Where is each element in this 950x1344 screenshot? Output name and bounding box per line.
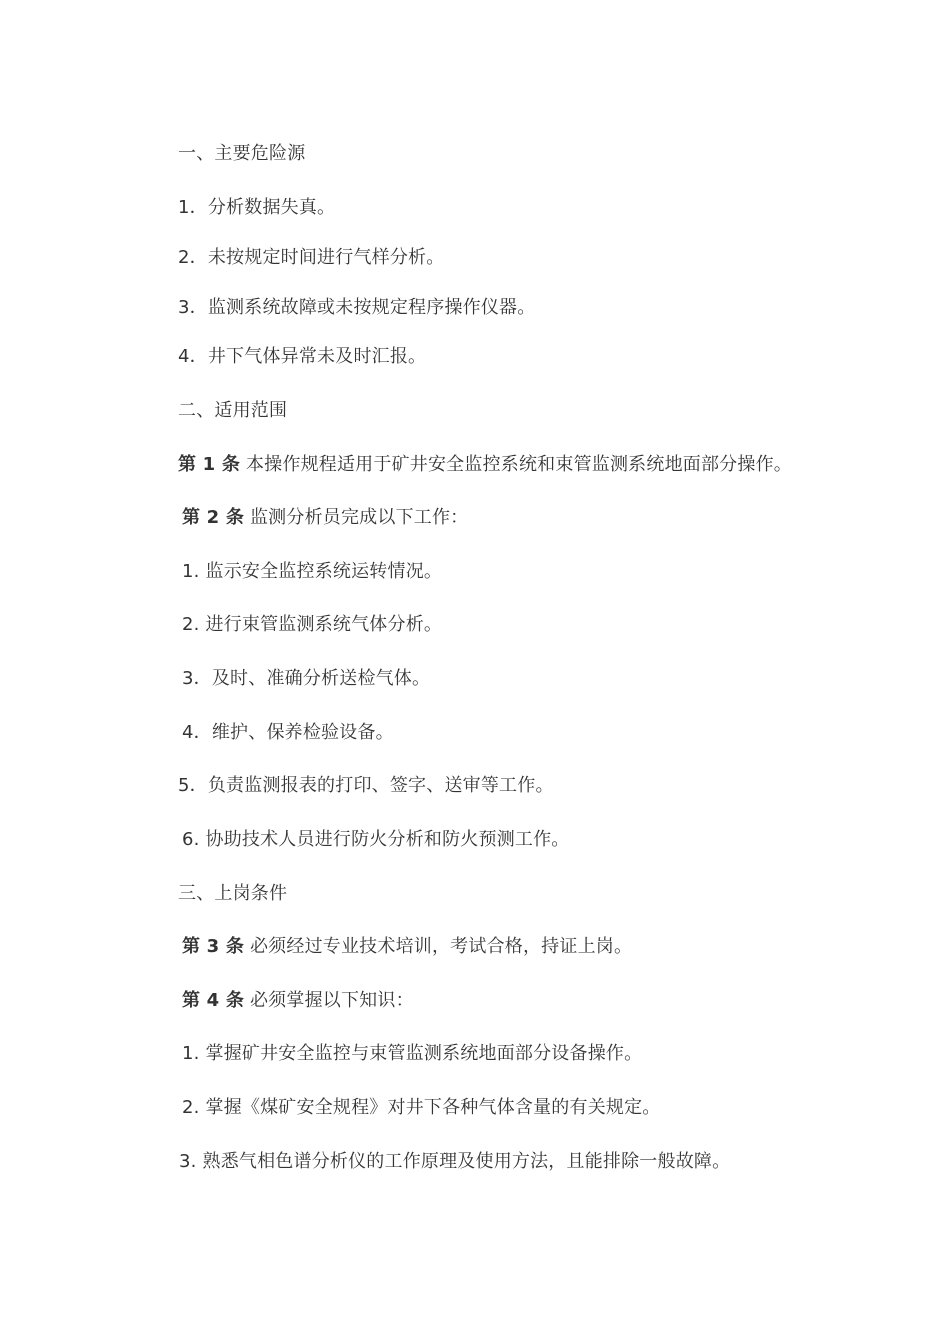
knowledge-item-2: 2. 掌握《煤矿安全规程》对井下各种气体含量的有关规定。 (182, 1097, 661, 1118)
article-label: 第 3 条 (182, 936, 245, 957)
duty-item-6: 6. 协助技术人员进行防火分析和防火预测工作。 (182, 829, 570, 850)
article-label: 第 2 条 (182, 507, 245, 528)
article-4: 第 4 条 必须掌握以下知识： (182, 990, 414, 1011)
knowledge-item-1: 1. 掌握矿井安全监控与束管监测系统地面部分设备操作。 (182, 1043, 643, 1064)
article-3: 第 3 条 必须经过专业技术培训，考试合格，持证上岗。 (182, 936, 633, 957)
duty-item-1: 1. 监示安全监控系统运转情况。 (182, 561, 443, 582)
article-label: 第 1 条 (178, 454, 241, 475)
duty-item-3: 3．及时、准确分析送检气体。 (182, 668, 431, 689)
section-heading-requirements: 三、上岗条件 (178, 883, 288, 904)
section-heading-scope: 二、适用范围 (178, 400, 288, 421)
hazard-item-4: 4．井下气体异常未及时汇报。 (178, 346, 427, 367)
hazard-item-2: 2．未按规定时间进行气样分析。 (178, 247, 445, 268)
duty-item-5: 5．负责监测报表的打印、签字、送审等工作。 (178, 775, 554, 796)
article-label: 第 4 条 (182, 990, 245, 1011)
article-1: 第 1 条 本操作规程适用于矿井安全监控系统和束管监测系统地面部分操作。 (178, 454, 792, 475)
hazard-item-3: 3．监测系统故障或未按规定程序操作仪器。 (178, 297, 536, 318)
section-heading-hazards: 一、主要危险源 (178, 143, 306, 164)
knowledge-item-3: 3. 熟悉气相色谱分析仪的工作原理及使用方法，且能排除一般故障。 (179, 1151, 731, 1172)
hazard-item-1: 1．分析数据失真。 (178, 197, 336, 218)
duty-item-2: 2. 进行束管监测系统气体分析。 (182, 614, 443, 635)
duty-item-4: 4．维护、保养检验设备。 (182, 722, 394, 743)
article-2: 第 2 条 监测分析员完成以下工作： (182, 507, 469, 528)
